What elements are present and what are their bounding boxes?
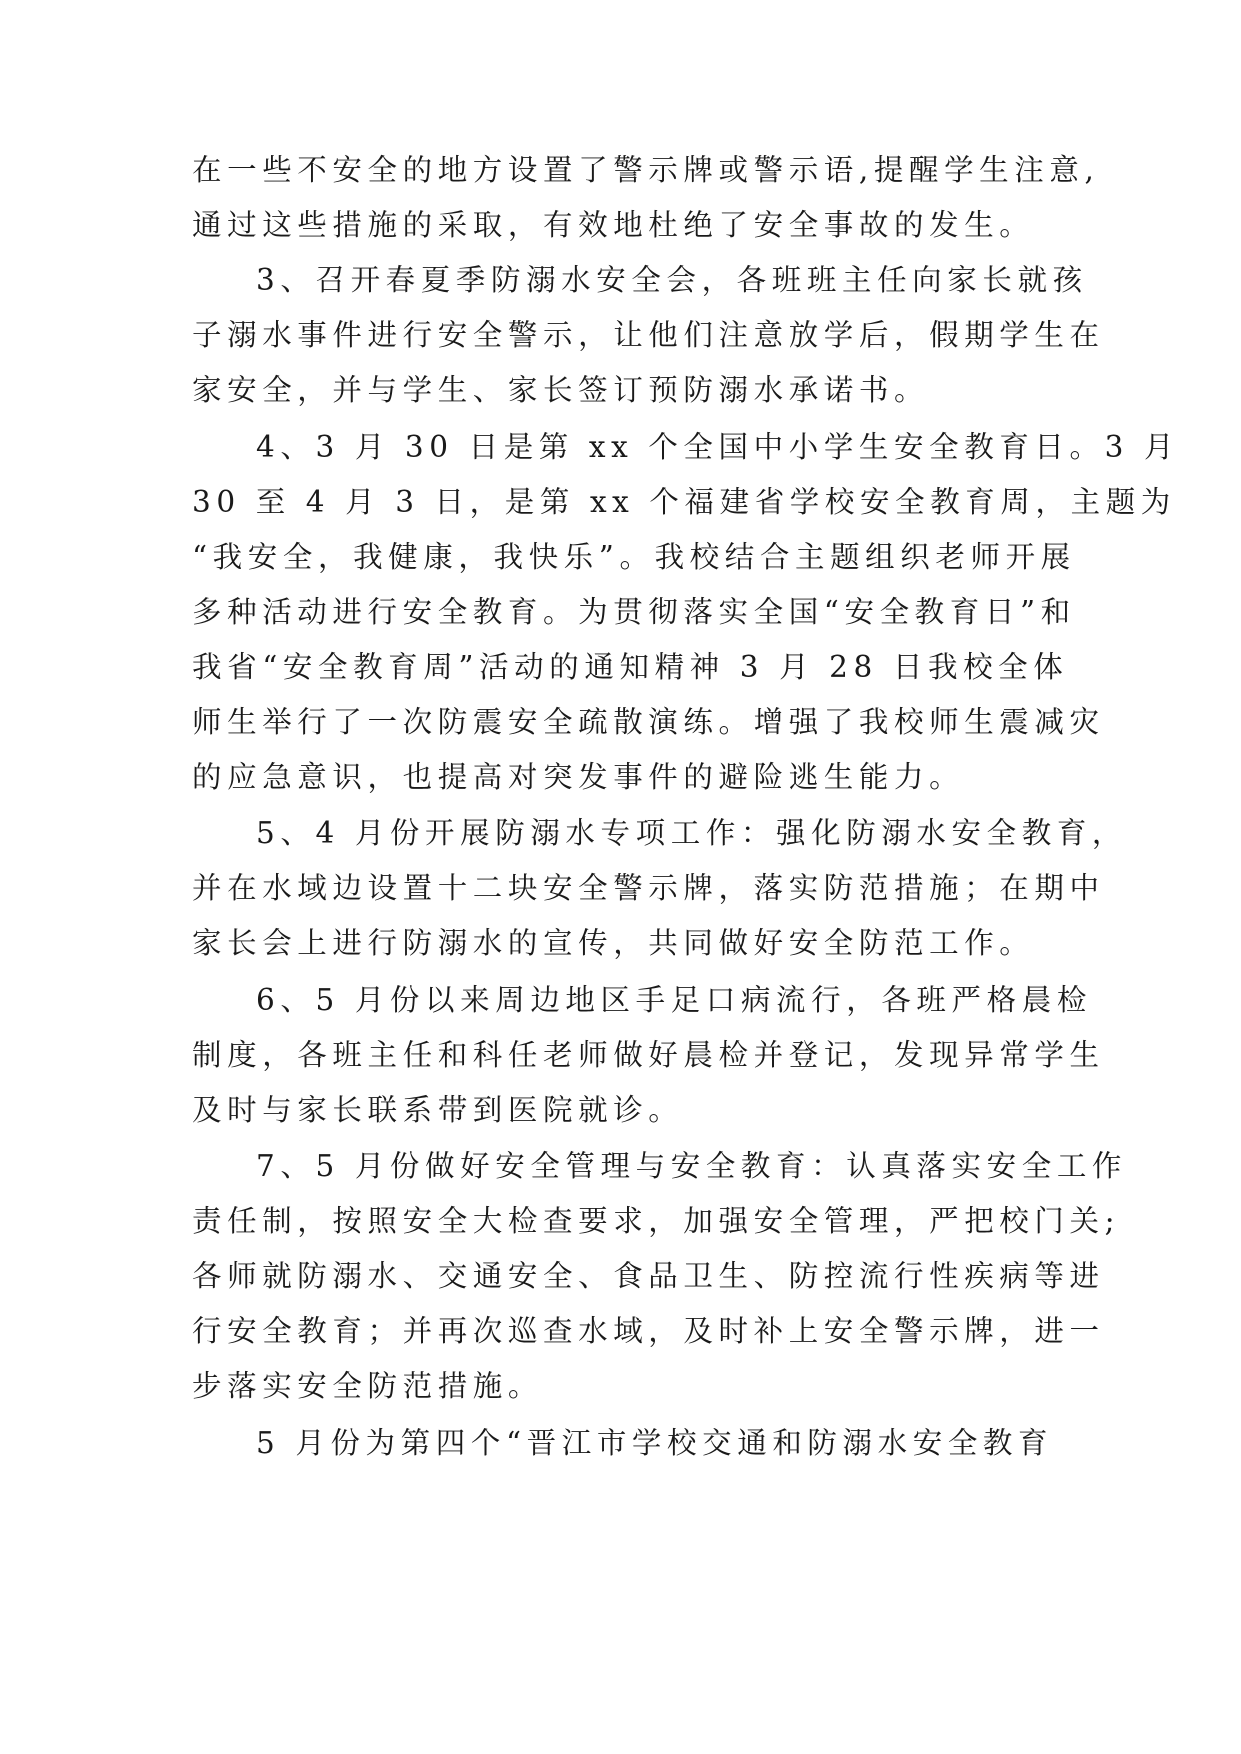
- text-line: 我省“安全教育周”活动的通知精神 3 月 28 日我校全体: [192, 650, 1069, 684]
- paragraph-4-start: 4、3 月 30 日是第 xx 个全国中小学生安全教育日。3 月: [256, 430, 1180, 464]
- text-line: 多种活动进行安全教育。为贯彻落实全国“安全教育日”和: [192, 595, 1076, 629]
- text-line: 步落实安全防范措施。: [192, 1369, 544, 1403]
- text-line: 家安全，并与学生、家长签订预防溺水承诺书。: [192, 373, 930, 407]
- paragraph-6-start: 6、5 月份以来周边地区手足口病流行，各班严格晨检: [256, 983, 1092, 1017]
- text-line: 通过这些措施的采取，有效地杜绝了安全事故的发生。: [192, 208, 1035, 242]
- paragraph-5-start: 5、4 月份开展防溺水专项工作：强化防溺水安全教育，: [256, 816, 1128, 850]
- text-line: 的应急意识，也提高对突发事件的避险逃生能力。: [192, 760, 965, 794]
- text-line: 行安全教育；并再次巡查水域，及时补上安全警示牌，进一: [192, 1314, 1105, 1348]
- paragraph-8-start: 5 月份为第四个“晋江市学校交通和防溺水安全教育: [256, 1426, 1054, 1460]
- text-line: 师生举行了一次防震安全疏散演练。增强了我校师生震减灾: [192, 705, 1105, 739]
- text-line: 30 至 4 月 3 日，是第 xx 个福建省学校安全教育周，主题为: [192, 485, 1176, 519]
- text-line: 并在水域边设置十二块安全警示牌，落实防范措施；在期中: [192, 871, 1105, 905]
- text-line: 子溺水事件进行安全警示，让他们注意放学后，假期学生在: [192, 318, 1105, 352]
- text-line: 各师就防溺水、交通安全、食品卫生、防控流行性疾病等进: [192, 1259, 1105, 1293]
- paragraph-7-start: 7、5 月份做好安全管理与安全教育：认真落实安全工作: [256, 1149, 1128, 1183]
- text-line: 及时与家长联系带到医院就诊。: [192, 1093, 684, 1127]
- text-line: 家长会上进行防溺水的宣传，共同做好安全防范工作。: [192, 926, 1035, 960]
- text-line: 制度，各班主任和科任老师做好晨检并登记，发现异常学生: [192, 1038, 1105, 1072]
- text-line: 在一些不安全的地方设置了警示牌或警示语,提醒学生注意,: [192, 153, 1100, 187]
- text-line: 责任制，按照安全大检查要求，加强安全管理，严把校门关;: [192, 1204, 1121, 1238]
- text-line: “我安全，我健康，我快乐”。我校结合主题组织老师开展: [192, 540, 1076, 574]
- paragraph-3-start: 3、召开春夏季防溺水安全会，各班班主任向家长就孩: [256, 263, 1088, 297]
